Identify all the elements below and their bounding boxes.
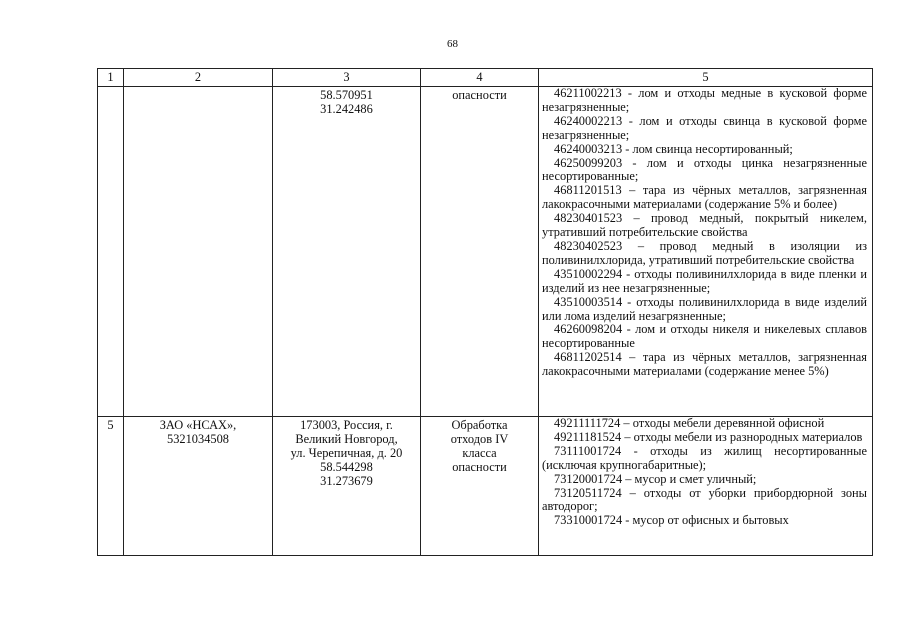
organization-inn: 5321034508 [167, 431, 229, 446]
waste-item: 48230401523 – провод медный, покрытый никелем, утративший потребительские свойства [542, 211, 867, 240]
activity-cell [421, 87, 539, 417]
waste-item: 46811201513 – тара из чёрных металлов, загрязненная лакокрасочными материалами (содержание 5% и более) [542, 183, 867, 212]
longitude-text: 31.242486 [320, 101, 373, 116]
activity-line: класса [462, 445, 497, 460]
waste-item: 46240003213 - лом свинца несортированный; [554, 141, 793, 156]
latitude-text: 58.544298 [320, 459, 373, 474]
address-line: Великий Новгород, [295, 431, 398, 446]
organization-name: ЗАО «НСАХ», [159, 418, 237, 432]
waste-list-cell [539, 417, 873, 556]
table-header-row [98, 69, 873, 87]
waste-item: 43510002294 - отходы поливинилхлорида в виде пленки и изделий из нее незагрязненные; [542, 266, 867, 295]
organization-cell [124, 417, 273, 556]
waste-item: 73310001724 - мусор от офисных и бытовых [554, 513, 789, 528]
activity-line: опасности [452, 459, 507, 474]
organization-cell [124, 87, 273, 417]
waste-item: 46250099203 - лом и отходы цинка незагрязненные несортированные; [542, 155, 867, 184]
waste-item: 73120001724 – мусор и смет уличный; [554, 471, 757, 486]
header-col-1: 1 [98, 69, 124, 87]
activity-line: отходов IV [450, 431, 509, 446]
address-cell [273, 417, 421, 556]
header-col-5: 5 [539, 69, 873, 87]
header-col-4: 4 [421, 69, 539, 87]
waste-item: 46260098204 - лом и отходы никеля и никелевых сплавов несортированные [542, 322, 867, 351]
waste-item: 73111001724 - отходы из жилищ несортированные (исключая крупногабаритные); [542, 443, 867, 472]
page-number: 68 [447, 38, 458, 50]
header-col-3: 3 [273, 69, 421, 87]
address-cell [273, 87, 421, 417]
longitude-text: 31.273679 [320, 473, 373, 488]
waste-list-cell [539, 87, 873, 417]
table-row-continuation [98, 87, 873, 417]
waste-item: 46211002213 - лом и отходы медные в кусковой форме незагрязненные; [542, 86, 867, 114]
activity-line: Обработка [451, 418, 508, 432]
waste-item: 48230402523 – провод медный в изоляции из поливинилхлорида, утративший потребительские свойства [542, 238, 867, 267]
row-number-cell: 5 [98, 417, 124, 556]
activity-cell [421, 417, 539, 556]
waste-item: 46240002213 - лом и отходы свинца в кусковой форме незагрязненные; [542, 113, 867, 142]
waste-item: 49211181524 – отходы мебели из разнородных материалов [554, 429, 863, 444]
waste-item: 46811202514 – тара из чёрных металлов, загрязненная лакокрасочными материалами (содержание менее 5%) [542, 350, 867, 379]
address-line: 173003, Россия, г. [300, 418, 393, 432]
waste-item: 73120511724 – отходы от уборки прибордюрной зоны автодорог; [542, 485, 867, 514]
waste-item: 43510003514 - отходы поливинилхлорида в виде изделий или лома изделий незагрязненные; [542, 294, 867, 323]
waste-facilities-table [97, 68, 873, 556]
header-col-2: 2 [124, 69, 273, 87]
row-number-cell [98, 87, 124, 417]
waste-item: 49211111724 – отходы мебели деревянной офисной [554, 416, 825, 430]
latitude-text: 58.570951 [320, 88, 373, 102]
activity-text: опасности [452, 88, 507, 102]
address-line: ул. Черепичная, д. 20 [290, 445, 403, 460]
table-row-5 [98, 417, 873, 556]
